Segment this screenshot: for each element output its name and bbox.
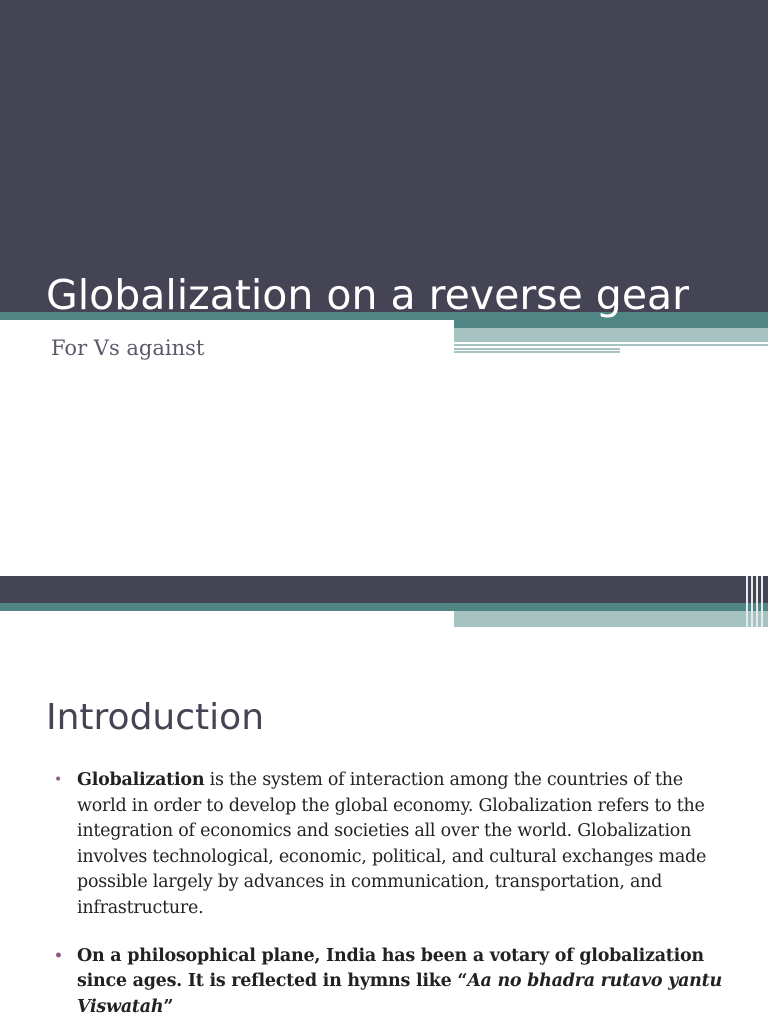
header-band xyxy=(0,0,768,312)
content-slide xyxy=(0,576,768,1024)
accent-band xyxy=(0,603,768,611)
accent-stripe xyxy=(756,576,758,627)
bullet-text: On a philosophical plane, India has been a votary of globalization since ages. It is reflected in hymns like “ xyxy=(77,945,704,992)
list-item xyxy=(54,944,734,1021)
list-item xyxy=(54,768,734,922)
accent-light-band xyxy=(454,611,768,627)
bullet-dot-icon: • xyxy=(54,772,63,788)
accent-stripe xyxy=(751,576,753,627)
slide-title: Introduction xyxy=(46,697,265,738)
header-band xyxy=(0,576,768,603)
accent-stripe xyxy=(746,576,748,627)
slide-title: Globalization on a reverse gear xyxy=(46,271,690,319)
bullet-quote: Aa no bhadra rutavo yantu Viswatah xyxy=(77,971,722,1017)
slide-subtitle: For Vs against xyxy=(51,336,205,360)
bullet-list xyxy=(54,768,734,1020)
accent-stripe xyxy=(454,348,620,350)
bullet-text: is the system of interaction among the countries of the world in order to develop the global economy. Globalization refers to the integration of economics and societies all over the world. Globalization involves technological, economic, political, and cultural exchanges made possible largely by advances in communication, transportation, and infrastructure. xyxy=(77,770,707,918)
bullet-tail: ” xyxy=(163,996,174,1017)
accent-stripe xyxy=(454,351,620,353)
bullet-dot-icon: • xyxy=(54,947,63,964)
bullet-lead: Globalization xyxy=(77,770,205,790)
accent-stripe xyxy=(454,344,768,346)
accent-stripe xyxy=(761,576,763,627)
accent-light-band xyxy=(454,328,768,342)
